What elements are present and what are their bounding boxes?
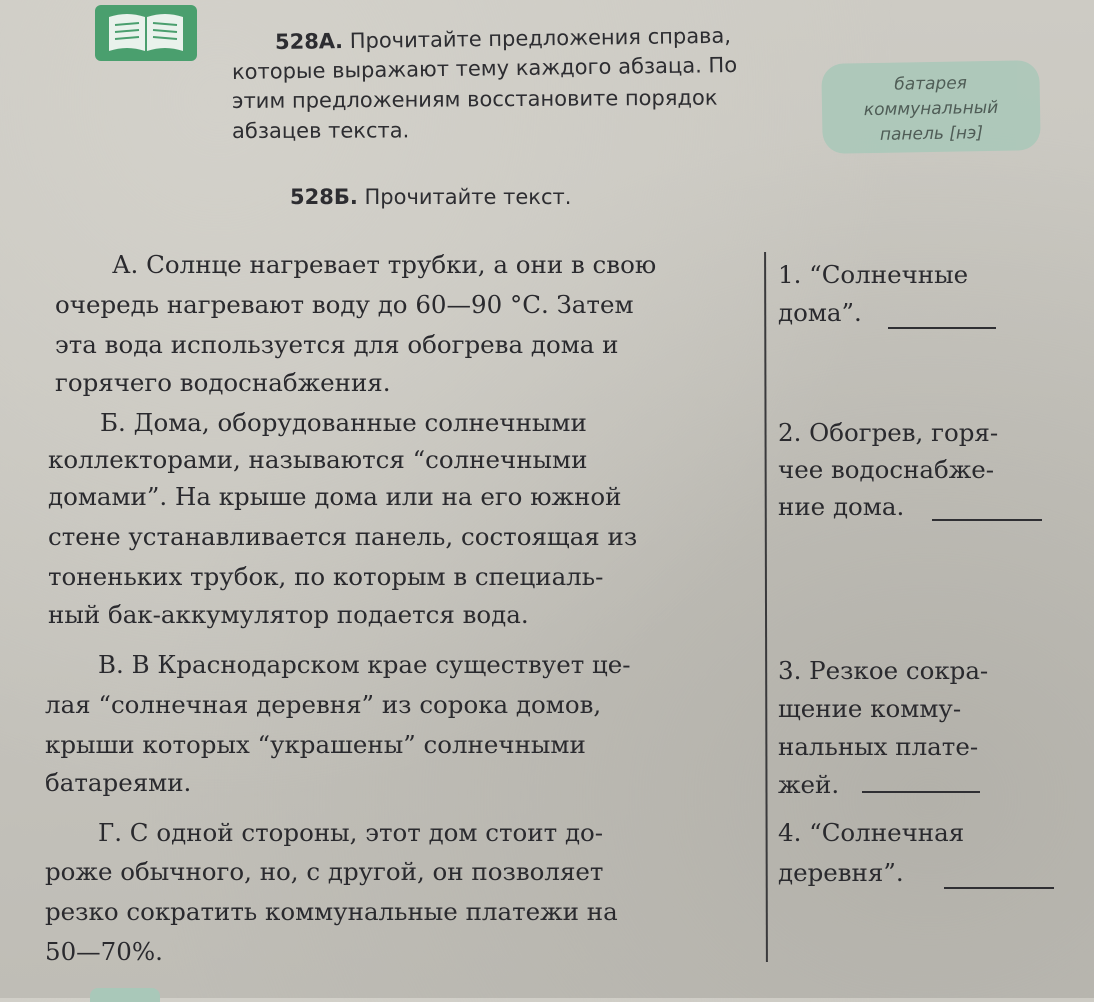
paragraph-a-line: горячего водоснабжения. — [55, 368, 391, 397]
paragraph-g-line: 50—70%. — [45, 937, 163, 966]
exercise-528a-number: 528А. — [274, 29, 344, 54]
vocabulary-word: батарея — [894, 73, 968, 95]
exercise-528a-line3: этим предложениям восстановите порядок — [231, 85, 718, 113]
answer-blank-4[interactable] — [944, 887, 1054, 889]
paragraph-b-line: коллекторами, называются “солнечными — [48, 445, 588, 474]
exercise-528b-text: Прочитайте текст. — [357, 185, 572, 209]
exercise-528a-line4: абзацев текста. — [231, 118, 410, 143]
paragraph-v-line: крыши которых “украшены” солнечными — [45, 730, 586, 759]
paragraph-a-line: А. Солнце нагревает трубки, а они в свою — [112, 250, 657, 279]
exercise-528b-heading — [290, 185, 571, 209]
vocabulary-box — [821, 60, 1041, 154]
topic-3-line: щение комму- — [778, 694, 962, 723]
topic-1-line: 1. “Солнечные — [778, 260, 969, 289]
answer-blank-1[interactable] — [888, 327, 996, 329]
vocabulary-word: коммунальный — [863, 97, 999, 121]
topic-4-line: 4. “Солнечная — [778, 818, 965, 847]
paragraph-a-line: очередь нагревают воду до 60—90 °С. Затем — [55, 290, 634, 319]
exercise-528a-text: Прочитайте предложения справа, — [342, 23, 732, 54]
answer-blank-3[interactable] — [862, 791, 980, 793]
topic-4-line: деревня”. — [778, 858, 904, 887]
column-divider — [764, 252, 768, 962]
topic-2-line: чее водоснабже- — [778, 455, 995, 484]
topic-3-line: нальных плате- — [778, 732, 979, 761]
paragraph-b-line: домами”. На крыше дома или на его южной — [48, 482, 622, 511]
book-icon — [95, 5, 197, 61]
topic-1-line: дома”. — [778, 298, 862, 327]
topic-2-line: ние дома. — [778, 492, 905, 521]
vocabulary-word: панель [нэ] — [879, 123, 984, 145]
paragraph-v-line: батареями. — [45, 768, 192, 797]
paragraph-g-line: роже обычного, но, с другой, он позволяет — [45, 857, 604, 886]
topic-3-line: 3. Резкое сокра- — [778, 656, 989, 685]
paragraph-v-line: В. В Краснодарском крае существует це- — [98, 650, 631, 679]
exercise-528b-number: 528Б. — [290, 185, 358, 209]
paragraph-a-line: эта вода используется для обогрева дома и — [55, 330, 619, 359]
exercise-528a-line1 — [275, 24, 731, 54]
paragraph-b-line: стене устанавливается панель, состоящая из — [48, 522, 638, 551]
paragraph-v-line: лая “солнечная деревня” из сорока домов, — [45, 690, 602, 719]
page-tab — [90, 988, 160, 1002]
exercise-528a-line2: которые выражают тему каждого абзаца. По — [231, 52, 738, 84]
answer-blank-2[interactable] — [932, 519, 1042, 521]
paragraph-b-line: тоненьких трубок, по которым в специаль- — [48, 562, 604, 591]
paragraph-g-line: Г. С одной стороны, этот дом стоит до- — [98, 818, 604, 847]
topic-3-line: жей. — [778, 770, 840, 799]
paragraph-g-line: резко сократить коммунальные платежи на — [45, 897, 618, 926]
topic-2-line: 2. Обогрев, горя- — [778, 418, 999, 447]
paragraph-b-line: ный бак-аккумулятор подается вода. — [48, 600, 529, 629]
paragraph-b-line: Б. Дома, оборудованные солнечными — [100, 408, 587, 437]
